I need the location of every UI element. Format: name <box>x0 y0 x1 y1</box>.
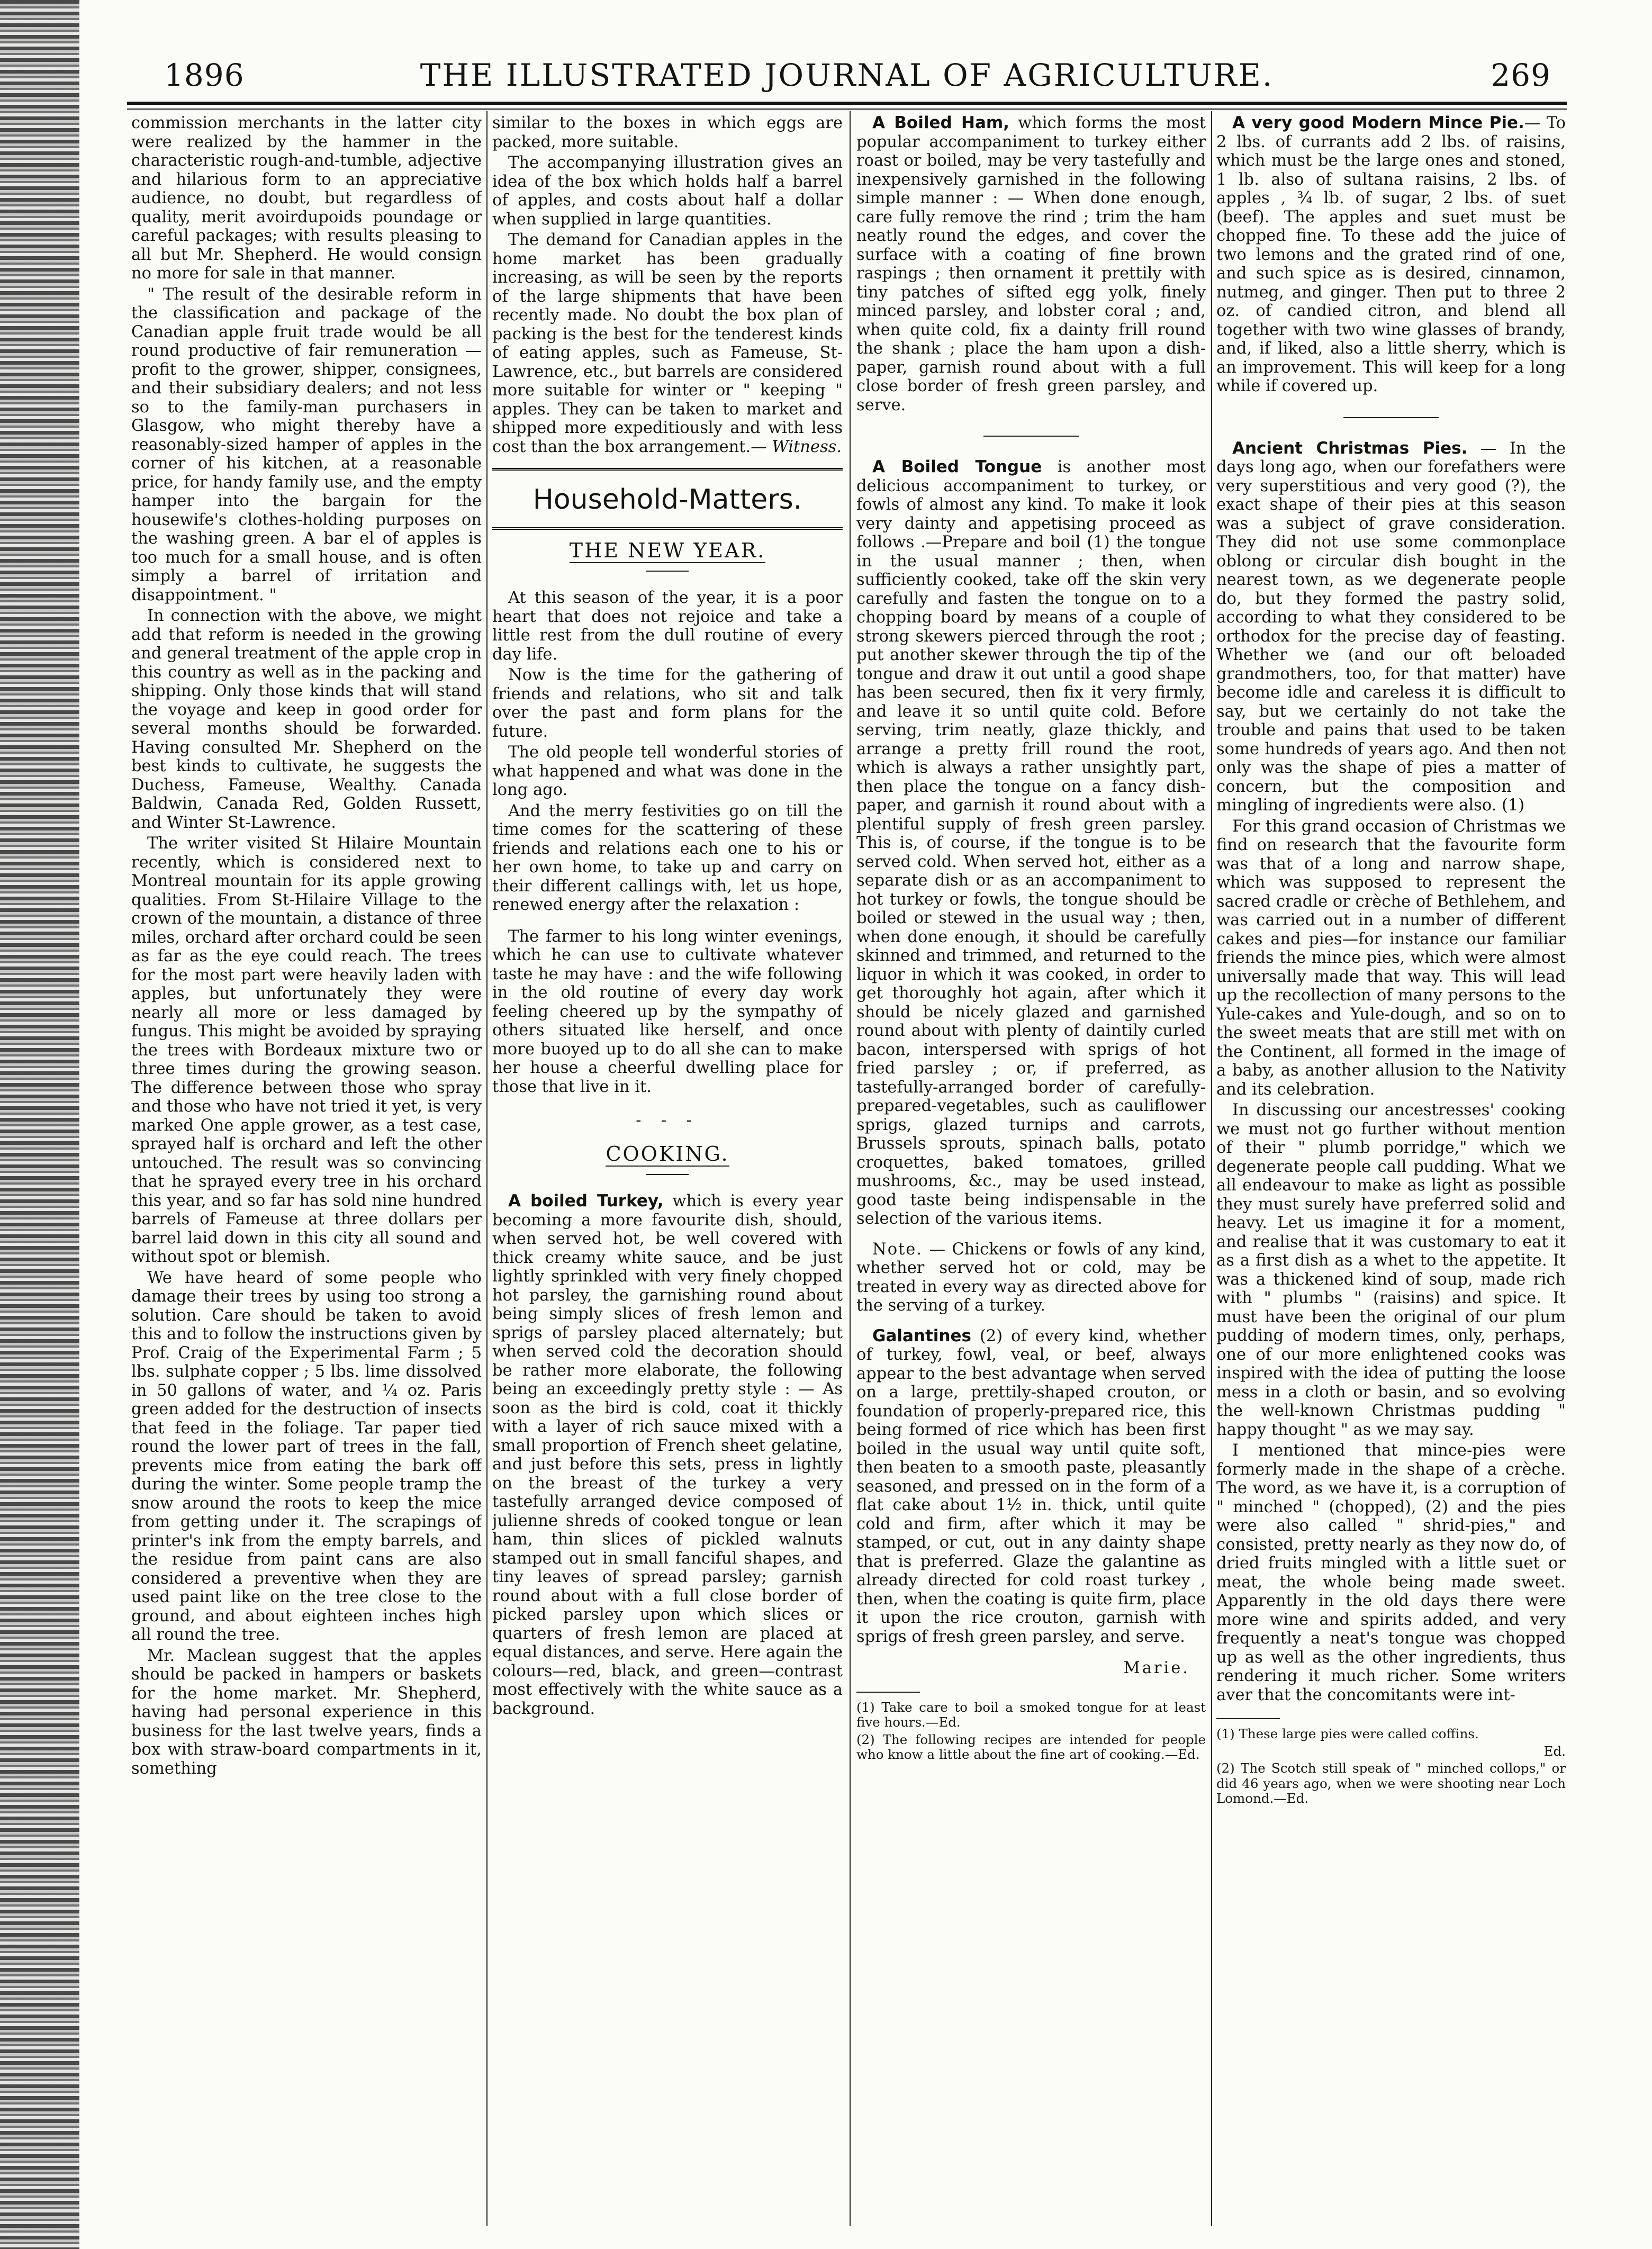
header-year: 1896 <box>164 57 245 93</box>
column-1 <box>131 114 482 2226</box>
article-paragraph <box>1216 439 1566 815</box>
paragraph-text: The demand for Canadian apples in the home market has been gradually increasing, as will be seen by the reports of the large shipments that have been recently made. No doubt the box plan of packing is the best for the tenderest kinds of eating apples, such as Fameuse, St-Lawrence, etc., but barrels are considered more suitable for winter or " keeping " apples. They can be taken to market and shipped more expeditiously and with less cost than the box arrangement.— <box>492 231 843 456</box>
separator-dash <box>646 571 689 572</box>
paragraph: Mr. Maclean suggest that the apples should be packed in hampers or baskets for the home market. Mr. Shepherd, having had personal experience in this business for the last twelve years, finds a box with straw-board compartments in it, something <box>131 1646 482 1778</box>
subheading-new-year: THE NEW YEAR. <box>569 538 766 562</box>
journal-title: THE ILLUSTRATED JOURNAL OF AGRICULTURE. <box>420 57 1274 93</box>
recipe-text: is another most delicious accompaniment to turkey, or fowls of almost any kind. To make it look very dainty and appetising proceed as follows .—Prepare and boil (1) the tongue in the usual manner ; then, when sufficiently cooked, take off the skin very carefully and fasten the tongue on to a chopping board by means of a couple of strong skewers pierced through the root ; put another skewer through the tip of the tongue and draw it out until a good shape has been secured, then fix it very firmly, and leave it so until quite cold. Before serving, trim neatly, glaze thickly, and arrange a pretty frill round the root, which is always a rather unsightly part, then place the tongue on a fancy dish-paper, and garnish it round about with a plentiful supply of fresh green parsley. This is, of course, if the tongue is to be served cold. When served hot, either as a separate dish or as an accompaniment to hot turkey or fowls, the tongue should be boiled or stewed in the usual way ; then, when done enough, it should be carefully skinned and trimmed, and returned to the liquor in which it was cooked, in order to get thoroughly hot again, after which it should be nicely glazed and garnished round about with plenty of daintily curled bacon, interspersed with sprigs of hot fried parsley ; or, if preferred, as tastefully-arranged border of carefully-prepared-vegetables, such as cauliflower sprigs, glazed turnips and carrots, Brussels sprouts, spinach balls, potato croquettes, baked tomatoes, grilled mushrooms, &c., may be used instead, good taste being indispensable in the selection of the various items. <box>856 458 1206 1228</box>
recipe-paragraph <box>1216 114 1566 396</box>
footnote-rule <box>856 1692 920 1693</box>
separator-dash <box>983 436 1079 437</box>
scan-binding-edge <box>0 0 79 2249</box>
paragraph: And the merry festivities go on till the time comes for the scattering of these friends and relations each one to his or her own home, to take up and carry on their different callings with, let us hope, renewed energy after the relaxation : <box>492 801 843 914</box>
paragraph: I mentioned that mince-pies were formerly made in the shape of a crèche. The word, as we have it, is a corruption of " minched " (chopped), (2) and the pies were also called " shrid-pies," and consisted, pretty nearly as they now do, of dried fruits mingled with a little suet or meat, the whole being made sweet. Apparently in the old days there were more wine and spirits added, and very frequently a neat's tongue was chopped up as well as the other ingredients, thus rendering it much richer. Some writers aver that the concomitants were int- <box>1216 1441 1566 1704</box>
paragraph: We have heard of some people who damage their trees by using too strong a solution. Care should be taken to avoid this and to follow the instructions given by Prof. Craig of the Experimental Farm ; 5 lbs. sulphate copper ; 5 lbs. lime dissolved in 50 gallons of water, and ¼ oz. Paris green added for the destruction of insects that feed in the foliage. Tar paper tied round the lower part of trees in the fall, prevents mice from eating the bark off during the winter. Some people tramp the snow around the roots to keep the mice from getting under it. The scrapings of printer's ink from the empty barrels, and the residue from paint cans are also considered a preventive when they are used paint like on the tree close to the ground, and about eighteen inches high all round the tree. <box>131 1268 482 1644</box>
recipe-text: which forms the most popular accompaniment to turkey either roast or boiled, may be very tastefully and inexpensively garnished in the following simple manner : — When done enough, care fully remove the rind ; trim the ham neatly round the edges, and cover the surface with a coating of fine brown raspings ; then ornament it prettily with tiny patches of sifted egg yolk, finely minced parsley, and lobster coral ; and, when quite cold, fix a dainty frill round the shank ; place the ham upon a dish-paper, garnish round about with a full close border of fresh green parsley, and serve. <box>856 114 1206 414</box>
article-text: — In the days long ago, when our forefathers were very superstitious and very good (?), the exact shape of their pies at this season was a subject of grave consideration. They did not use some commonplace oblong or circular dish bought in the nearest town, as we degenerate people do, but they formed the pastry solid, according to what they considered to be orthodox for the precise day of feasting. Whether we (and our oft beloaded grandmothers, too, for that matter) have become idle and careless it is difficult to say, but we certainly do not take the trouble and pains that used to be taken some hundreds of years ago. And then not only was the shape of pies a matter of concern, but the composition and mingling of ingredients were also. (1) <box>1216 439 1566 815</box>
column-4 <box>1216 114 1566 2226</box>
recipe-text: — To 2 lbs. of currants add 2 lbs. of raisins, which must be the large ones and stoned, 1 lb. also of sultana raisins, 2 lbs. of apples , ¾ lb. of sugar, 2 lbs. of suet (beef). The apples and suet must be chopped fine. To these add the juice of two lemons and the grated rind of one, and such spice as is desired, cinnamon, nutmeg, and ginger. Then put to three 2 oz. of candied citron, and blend all together with two wine glasses of brandy, and, if liked, also a little sherry, which is an improvement. This will keep for a long while if covered up. <box>1216 114 1566 395</box>
header-rule-thick <box>127 102 1567 105</box>
page-header <box>127 57 1567 100</box>
column-2 <box>492 114 843 2226</box>
recipe-title: A very good Modern Mince Pie. <box>1232 114 1524 132</box>
note-text: — Chickens or fowls of any kind, whether served hot or cold, may be treated in every way as directed above for the serving of a turkey. <box>856 1240 1206 1315</box>
footnote: (1) These large pies were called coffins. <box>1216 1726 1479 1741</box>
recipe-paragraph <box>856 458 1206 1229</box>
paragraph: In discussing our ancestresses' cooking we must not go further without mention of their " plumb porridge," which we degenerate people call pudding. What we all endeavour to make as light as possible they must surely have preferred solid and heavy. Let us imagine it for a moment, and realise that it was customary to eat it as a first dish as a whet to the appetite. It was a thickened kind of soup, made rich with " plumbs " (raisins) and spice. It must have been the original of our plum pudding of modern times, only, perhaps, one of our more enlightened cooks was inspired with the idea of putting the loose mess in a cloth or basin, and so evolving the well-known Christmas pudding " happy thought " as we may say. <box>1216 1101 1566 1439</box>
paragraph: Now is the time for the gathering of friends and relations, who sit and talk over the past and form plans for the future. <box>492 666 843 741</box>
source-credit: Witness. <box>772 437 842 456</box>
note-paragraph <box>856 1240 1206 1315</box>
paragraph: commission merchants in the latter city were realized by the hammer in the characteristic rough-and-tumble, adjective and hilarious form to an appreciative audience, no doubt, but regardless of quality, merit avoirdupoids poundage or careful packages; with results pleasing to all but Mr. Shepherd. He would consign no more for sale in that manner. <box>131 114 482 283</box>
footnote: (2) The following recipes are intended for people who know a little about the fine art of cooking.—Ed. <box>856 1731 1206 1762</box>
column-divider <box>850 111 851 2226</box>
paragraph: " The result of the desirable reform in the classification and package of the Canadian apple fruit trade would be all round productive of fair remuneration — profit to the grower, shipper, consignees, and their subsidiary dealers; and not less so to the family-man purchasers in Glasgow, who might thereby have a reasonably-sized hamper of apples in the corner of his kitchen, at a reasonable price, for handy family use, and the empty hamper into the bargain for the housewife's clothes-holding purposes on the washing green. A bar el of apples is too much for a small house, and is often simply a barrel of irritation and disappointment. " <box>131 285 482 604</box>
note-label: Note. <box>872 1240 923 1259</box>
article-title: Ancient Christmas Pies. <box>1232 438 1468 458</box>
recipe-title: A boiled Turkey, <box>508 1191 664 1211</box>
section-title: Household-Matters. <box>532 484 802 516</box>
footnote-editor-mark: Ed. <box>1543 1743 1566 1759</box>
recipe-title: Galantines <box>872 1326 971 1345</box>
recipe-paragraph <box>492 1192 843 1718</box>
footnote: (2) The Scotch still speak of " minched collops," or did 46 years ago, when we were shooting near Loch Lomond.—Ed. <box>1216 1760 1566 1806</box>
footnote: (1) Take care to boil a smoked tongue for at least five hours.—Ed. <box>856 1699 1206 1730</box>
column-divider <box>1211 111 1212 2226</box>
separator-dash <box>1343 417 1439 418</box>
footnote-rule <box>1216 1718 1280 1719</box>
paragraph <box>492 231 843 456</box>
paragraph: At this season of the year, it is a poor heart that does not rejoice and take a little rest from the dull routine of every day life. <box>492 589 843 664</box>
column-divider <box>486 111 488 2226</box>
subheading-cooking: COOKING. <box>606 1142 729 1166</box>
separator-dots: - - - <box>636 1111 699 1130</box>
paragraph: The farmer to his long winter evenings, which he can use to cultivate whatever taste he may have : and the wife following in the old routine of every day work feeling cheered up by the sympathy of others situated like herself, and once more buoyed up to do all she can to make her house a cheerful dwelling place for those that live in it. <box>492 927 843 1096</box>
recipe-title: A Boiled Ham, <box>872 114 1009 132</box>
paragraph: For this grand occasion of Christmas we find on research that the favourite form was that of a long and narrow shape, which was supposed to represent the sacred cradle or crèche of Bethlehem, and was carried out in a number of different cakes and pies—for instance our familiar friends the mince pies, which were almost universally made that way. This will lead up the recollection of many persons to the Yule-cakes and Yule-dough, and so on to the sweet meats that are still met with on the Continent, all formed in the image of a baby, as another allusion to the Nativity and its celebration. <box>1216 817 1566 1099</box>
paragraph: The accompanying illustration gives an idea of the box which holds half a barrel of apples, and costs about half a dollar when supplied in large quantities. <box>492 153 843 229</box>
paragraph: The writer visited St Hilaire Mountain recently, which is considered next to Montreal mountain for its apple growing qualities. From St-Hilaire Village to the crown of the mountain, a distance of three miles, orchard after orchard could be seen as far as the eye could reach. The trees for the most part were heavily laden with apples, but unfortunately they were nearly all more or less damaged by fungus. This might be avoided by spraying the trees with Bordeaux mixture two or three times during the growing season. The difference between those who spray and those who have not tried it yet, is very marked One apple grower, as a test case, sprayed half is orchard and left the other untouched. The result was so convincing that he sprayed every tree in his orchard this year, and so far has sold nine hundred barrels of Fameuse at three dollars per barrel laid down in this city all sound and without spot or blemish. <box>131 834 482 1266</box>
recipe-paragraph <box>856 114 1206 414</box>
separator-dash <box>646 1174 689 1175</box>
page-number: 269 <box>1491 57 1551 93</box>
paragraph: similar to the boxes in which eggs are packed, more suitable. <box>492 114 843 151</box>
section-heading-box <box>492 468 843 530</box>
paragraph: In connection with the above, we might add that reform is needed in the growing and general treatment of the apple crop in this country as well as in the packing and shipping. Only those kinds that will stand the voyage and keep in good order for several months should be forwarded. Having consulted Mr. Shepherd on the best kinds to cultivate, he suggests the Duchess, Fameuse, Wealthy. Canada Baldwin, Canada Red, Golden Russett, and Winter St-Lawrence. <box>131 607 482 832</box>
recipe-paragraph <box>856 1327 1206 1647</box>
author-signature: Marie. <box>1123 1659 1190 1677</box>
recipe-text: which is every year becoming a more favourite dish, should, when served hot, be well covered with thick creamy white sauce, and be just lightly sprinkled with very finely chopped hot parsley, the garnishing round about being simply slices of fresh lemon and sprigs of parsley placed alternately; but when served cold the decoration should be rather more elaborate, the following being an exceedingly pretty style : — As soon as the bird is cold, coat it thickly with a layer of rich sauce mixed with a small proportion of French sheet gelatine, and just before this sets, press in lightly on the breast of the turkey a very tastefully arranged device composed of julienne shreds of cooked tongue or lean ham, thin slices of pickled walnuts stamped out in small fanciful shapes, and tiny leaves of spread parsley; garnish round about with a full close border of picked parsley upon which slices or quarters of fresh lemon are placed at equal distances, and serve. Here again the colours—red, black, and green—contrast most effectively with the white sauce as a background. <box>492 1192 843 1718</box>
column-3 <box>856 114 1206 2226</box>
recipe-title: A Boiled Tongue <box>872 457 1042 476</box>
recipe-text: (2) of every kind, whether of turkey, fowl, veal, or beef, always appear to the best advantage when served on a large, prettily-shaped crouton, or foundation of properly-prepared rice, this being formed of rice which has been first boiled in the usual way until quite soft, then beaten to a smooth paste, pleasantly seasoned, and pressed on in the form of a flat cake about 1½ in. thick, until quite cold and firm, after which it may be stamped, or cut, out in any dainty shape that is preferred. Glaze the galantine as already directed for cold roast turkey , then, when the coating is quite firm, place it upon the rice crouton, garnish with sprigs of fresh green parsley, and serve. <box>856 1326 1206 1646</box>
header-rule-thin <box>127 109 1567 110</box>
paragraph: The old people tell wonderful stories of what happened and what was done in the long ago. <box>492 743 843 799</box>
